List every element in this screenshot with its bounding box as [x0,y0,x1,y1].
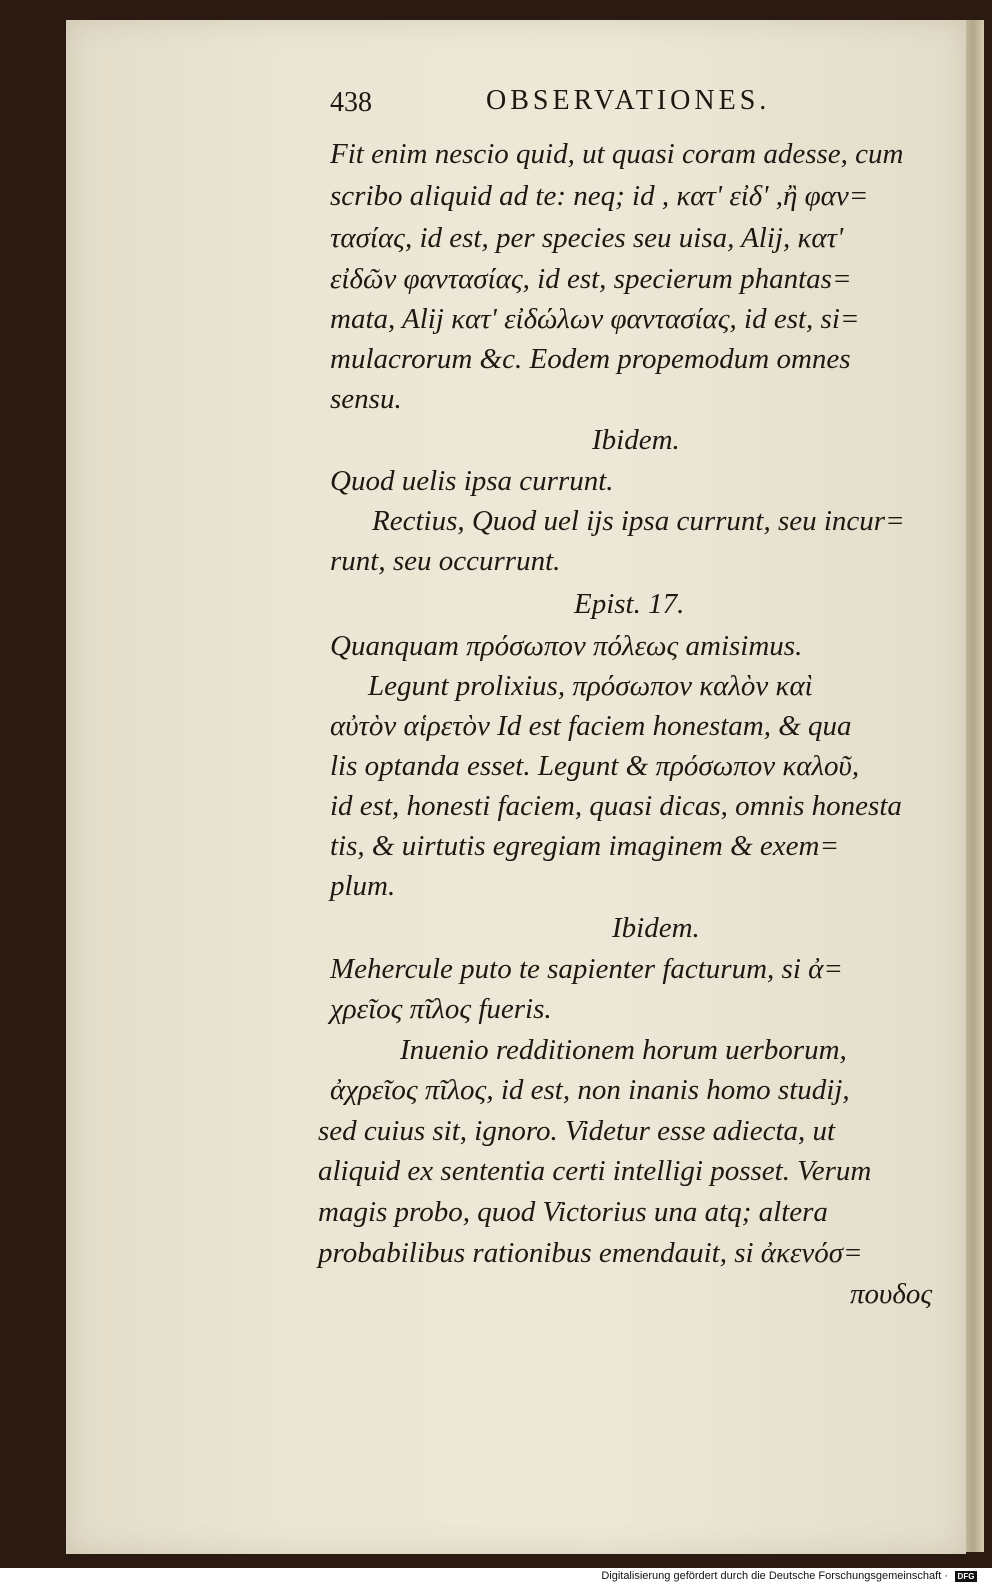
section-heading: Epist. 17. [574,588,685,620]
text-line: sensu. [330,383,402,415]
text-line: mulacrorum &c. Eodem propemodum omnes [330,343,851,375]
page-number: 438 [330,87,372,118]
text-line: sed cuius sit, ignoro. Videtur esse adiecta, ut [318,1115,836,1147]
dfg-logo-icon: DFG [955,1571,977,1582]
digitization-credit: Digitalisierung gefördert durch die Deutsche Forschungsgemeinschaft · [601,1570,948,1582]
text-line: αὐτὸν αἱρετὸν Id est faciem honestam, & qua [330,710,852,742]
text-line: mata, Alij κατ' εἰδώλων φαντασίας, id est, si= [330,303,860,335]
text-line: tis, & uirtutis egregiam imaginem & exem= [330,830,840,862]
text-line: Fit enim nescio quid, ut quasi coram adesse, cum [330,138,904,170]
text-line: εἰδῶν φαντασίας, id est, specierum phantas= [330,263,852,295]
section-heading: Ibidem. [612,912,700,944]
text-line: χρεῖος πῖλος fueris. [330,993,552,1025]
text-line: aliquid ex sententia certi intelligi posset. Verum [318,1155,872,1187]
text-line: scribo aliquid ad te: neq; id , κατ' εἰδ' ,ἢ φαν= [330,180,869,212]
text-line: τασίας, id est, per species seu uisa, Alij, κατ' [330,222,844,254]
text-line: Mehercule puto te sapienter facturum, si ἀ= [330,953,843,985]
text-line: magis probo, quod Victorius una atq; altera [318,1196,828,1228]
running-title: OBSERVATIONES. [486,85,771,116]
catchword: πουδος [850,1278,933,1310]
text-line: id est, honesti faciem, quasi dicas, omnis honesta [330,790,902,822]
text-line: Rectius, Quod uel ijs ipsa currunt, seu incur= [372,505,905,537]
section-heading: Ibidem. [592,424,680,456]
text-line: lis optanda esset. Legunt & πρόσωπον καλοῦ, [330,750,860,782]
text-line: runt, seu occurrunt. [330,545,561,577]
text-line: ἀχρεῖος πῖλος, id est, non inanis homo studij, [330,1074,850,1106]
text-line: probabilibus rationibus emendauit, si ἀκενόσ= [318,1237,863,1269]
text-line: Quod uelis ipsa currunt. [330,465,614,497]
text-line: Inuenio redditionem horum uerborum, [400,1034,847,1066]
text-line: plum. [330,870,396,902]
text-line: Legunt prolixius, πρόσωπον καλὸν καὶ [368,670,813,702]
text-line: Quanquam πρόσωπον πόλεως amisimus. [330,630,803,662]
